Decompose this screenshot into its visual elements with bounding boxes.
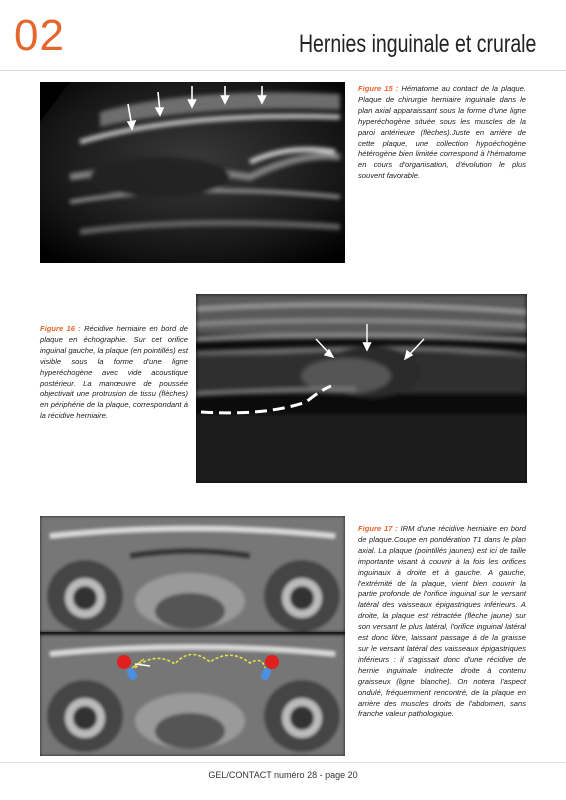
figure-17-label: Figure 17 : bbox=[358, 524, 398, 533]
page-footer: GEL/CONTACT numéro 28 - page 20 bbox=[208, 770, 358, 780]
figure-15-caption bbox=[358, 84, 526, 182]
chapter-number: 02 bbox=[14, 11, 65, 60]
red-vessel-marker-right bbox=[117, 655, 131, 669]
figure-16-ultrasound-image bbox=[196, 294, 527, 483]
red-vessel-marker-left bbox=[265, 655, 279, 669]
footer-divider bbox=[0, 762, 566, 763]
figure-16-label: Figure 16 : bbox=[40, 324, 81, 333]
figure-15-label: Figure 15 : bbox=[358, 84, 399, 93]
page-title: Hernies inguinale et crurale bbox=[298, 30, 536, 58]
title-divider bbox=[0, 70, 566, 71]
figure-17-mri-image bbox=[40, 516, 345, 756]
figure-17-caption bbox=[358, 524, 526, 720]
figure-17-text: IRM d'une récidive herniaire en bord de plaque.Coupe en pondération T1 dans le plan axial. La plaque (pointillés jaunes) est ici de taille importante visant à couvrir à la fois les orifices inguinaux à droite et à gauche. A gauche, l'extrémité de la plaque, vient bien couvrir la partie profonde de l'orifice inguinal sur le versant latéral des vaisseaux épigastriques inférieurs. A droite, la plaque est rétractée (flèche jaune) sur son versant le plus latéral, l'orifice inguinal latéral est donc libre, laissant passage à de la graisse sur le versant latéral des vaisseaux épigastriques inférieurs : il s'agissait donc d'une récidive de hernie inguinale indirecte droite à contenu graisseux (ligne blanche). On notera l'aspect ondulé, fréquemment rencontré, de la plaque en arrière des muscles droits de l'abdomen, sans franche valeur pathologique. bbox=[358, 524, 526, 719]
figure-16-text: Récidive herniaire en bord de plaque en échographie. Sur cet orifice inguinal gauche, la plaque (en pointillés) est visible sous la forme d'une ligne hyperéchogène avec vide acoustique postérieur. La manœuvre de poussée objectivait une protrusion de tissu (flèches) en périphérie de la plaque, correspondant à la récidive herniaire. bbox=[40, 324, 188, 421]
figure-15-ultrasound-image bbox=[40, 82, 345, 263]
figure-16-caption bbox=[40, 324, 188, 422]
figure-15-text: Hématome au contact de la plaque. Plaque de chirurgie herniaire inguinale dans le plan axial apparaissant sous la forme d'une ligne hyperéchogène située sous les muscles de la paroi antérieure (flèches).Juste en arrière de cette plaque, une collection hypoéchogène hétérogène bien limitée correspond à l'hématome en cours d'organisation, d'évolution le plus souvent favorable. bbox=[358, 84, 526, 181]
